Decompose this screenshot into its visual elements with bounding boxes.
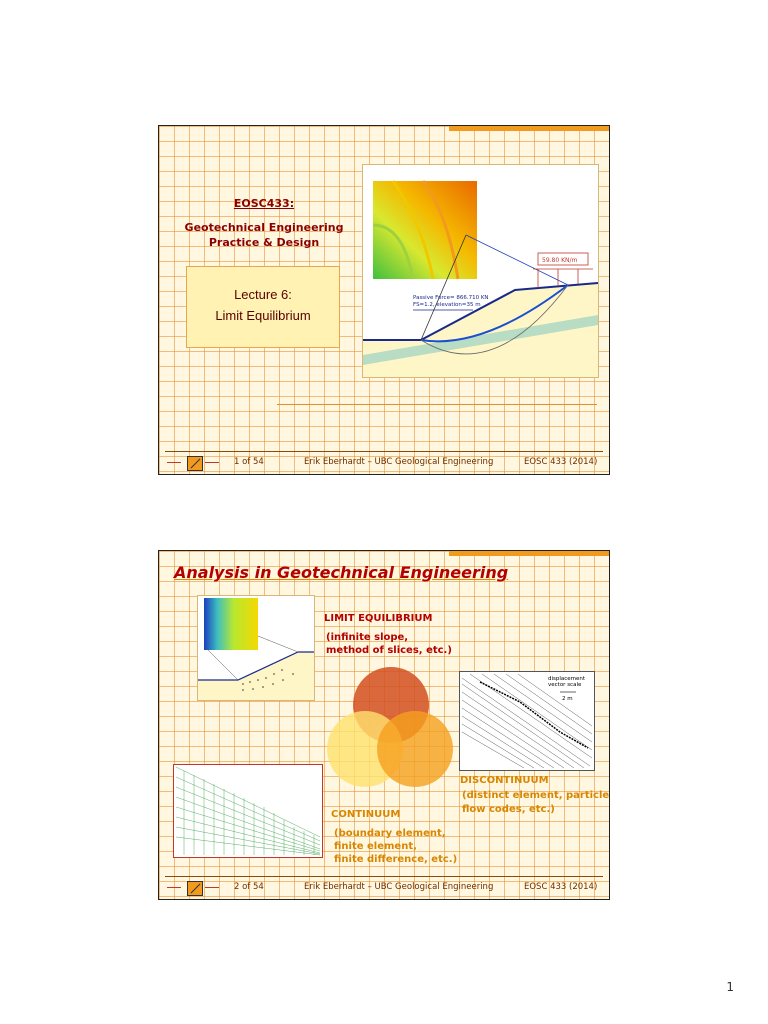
limit-eq-line-1: (infinite slope, [326,632,409,643]
nav-arrow-left-icon [167,887,181,888]
subtitle-line-2: Practice & Design [208,236,320,249]
continuum-line-2: finite element, [334,841,417,852]
continuum-line-3: finite difference, etc.) [334,854,458,865]
footer-page: 2 of 54 [234,882,264,892]
lecture-title-box [186,266,340,348]
subtitle-line-1: Geotechnical Engineering [184,221,344,234]
lecture-topic: Limit Equilibrium [215,308,311,323]
venn-circle-discontinuum [377,711,453,787]
slope-diagram [363,165,598,377]
continuum-title: CONTINUUM [331,809,401,820]
disp-scale-line-1: displacement [548,676,586,682]
slope-stability-figure [362,164,599,378]
slide-accent-bar [449,551,609,556]
limit-eq-title: LIMIT EQUILIBRIUM [324,613,433,624]
discontinuum-line-2: flow codes, etc.) [462,804,555,815]
slide-footer [159,457,609,471]
nav-arrow-right-icon [205,887,219,888]
footer-divider [165,451,603,452]
lecture-number: Lecture 6: [234,287,292,302]
decorative-line [277,404,597,405]
continuum-line-1: (boundary element, [334,828,446,839]
footer-course: EOSC 433 (2014) [524,882,598,892]
slide-accent-bar [449,126,609,131]
footer-author: Erik Eberhardt – UBC Geological Engineering [304,457,494,467]
passive-force-label: Passive Force= 866.710 KN [413,295,489,301]
footer-course: EOSC 433 (2014) [524,457,598,467]
continuum-figure [173,764,323,858]
footer-divider [165,876,603,877]
discontinuum-title: DISCONTINUUM [460,775,549,786]
course-code: EOSC433: [233,197,295,210]
nav-logo-icon [187,456,203,471]
footer-author: Erik Eberhardt – UBC Geological Engineering [304,882,494,892]
nav-arrow-right-icon [205,462,219,463]
document-page-number: 1 [726,980,734,994]
slide-title: Analysis in Geotechnical Engineering [174,563,509,582]
discontinuum-figure [459,671,595,771]
load-label: 59.80 KN/m [542,257,578,264]
discontinuum-line-1: (distinct element, particle [462,790,610,801]
nav-logo-icon [187,881,203,896]
limit-eq-line-2: method of slices, etc.) [326,645,452,656]
disp-scale-value: 2 m [562,696,573,702]
nav-arrow-left-icon [167,462,181,463]
slide-footer [159,882,609,896]
slide-1 [158,125,610,475]
limit-equilibrium-figure [197,595,315,701]
slide-2 [158,550,610,900]
course-subtitle [179,220,349,250]
disp-scale-line-2: vector scale [548,682,582,688]
fs-elevation-label: FS=1.2, elevation=35 m [413,302,481,308]
footer-page: 1 of 54 [234,457,264,467]
